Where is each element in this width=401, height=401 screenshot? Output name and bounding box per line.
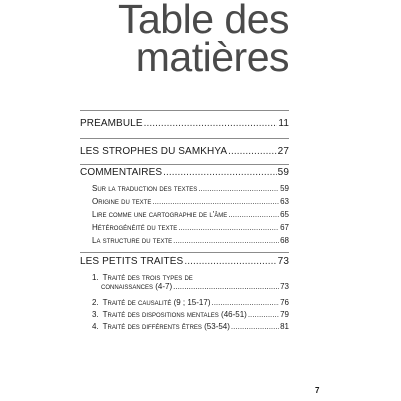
toc-entry-label: LES STROPHES DU SAMKHYA (80, 146, 228, 157)
toc-entry-line1 (92, 273, 289, 282)
toc-subentry[interactable] (92, 298, 289, 307)
toc-entry-page: 67 (280, 223, 289, 232)
leader-dots (178, 223, 279, 232)
toc-entry-label: Traité des dispositions mentales (46-51) (102, 310, 247, 319)
toc-entry-page: 59 (277, 167, 289, 178)
leader-dots (248, 310, 279, 319)
toc-entry-line2 (92, 282, 289, 291)
toc-entry-label: COMMENTAIRES (80, 167, 163, 178)
toc-entry-page: 59 (280, 184, 289, 193)
section-rule (80, 252, 289, 253)
leader-dots (152, 197, 279, 206)
toc-entry-page: 76 (280, 298, 289, 307)
toc-entry-label: PRÉAMBULE (80, 118, 143, 129)
toc-entry-label: LES PETITS TRAITÉS (80, 256, 184, 267)
toc-entry-strophes[interactable] (80, 146, 289, 157)
title-line-2: matières (135, 34, 289, 80)
toc-entry-label: connaissances (4-7) (101, 282, 173, 291)
toc-entry-preambule[interactable] (80, 118, 289, 129)
toc-entry-page: 73 (277, 256, 289, 267)
section-rule (80, 138, 289, 139)
leader-dots (163, 167, 277, 178)
toc-entry-label: Origine du texte (92, 197, 152, 206)
page-title (117, 0, 289, 80)
toc-entry-label: Hétérogénéité du texte (92, 223, 178, 232)
toc-subentry[interactable] (92, 184, 289, 193)
toc-entry-label: Traité des trois types de (102, 273, 193, 282)
toc-subentry[interactable] (92, 197, 289, 206)
toc-entry-label: Traité des différents êtres (53-54) (102, 322, 230, 331)
section-rule (80, 164, 289, 165)
title-line-1: Table des (117, 0, 289, 42)
toc-entry-page: 27 (277, 146, 289, 157)
toc-entry-index: 1. (92, 273, 99, 282)
toc-entry-index: 4. (92, 322, 99, 331)
toc-entry-page: 79 (280, 310, 289, 319)
leader-dots (173, 236, 279, 245)
leader-dots (211, 298, 279, 307)
toc-entry-index: 3. (92, 310, 99, 319)
toc-entry-page: 73 (280, 282, 289, 291)
toc-subentry[interactable] (92, 210, 289, 219)
leader-dots (173, 282, 279, 291)
leader-dots (198, 184, 279, 193)
toc-subentry[interactable] (92, 322, 289, 331)
toc-entry-page: 68 (280, 236, 289, 245)
toc-subentry[interactable] (92, 310, 289, 319)
toc-entry-commentaires[interactable] (80, 167, 289, 178)
toc-entry-page: 63 (280, 197, 289, 206)
toc-entry-page: 81 (280, 322, 289, 331)
leader-dots (184, 256, 276, 267)
leader-dots (231, 322, 279, 331)
toc-subentry[interactable] (92, 236, 289, 245)
toc-entry-label: La structure du texte (92, 236, 173, 245)
page-number: 7 (315, 386, 320, 395)
leader-dots (144, 118, 278, 129)
section-rule (80, 110, 289, 111)
toc-subentry[interactable] (92, 223, 289, 232)
leader-dots (228, 146, 277, 157)
toc-entry-page: 65 (280, 210, 289, 219)
toc-entry-label: Sur la traduction des textes (92, 184, 198, 193)
toc-entry-page: 11 (278, 118, 289, 129)
toc-entry-index: 2. (92, 298, 99, 307)
toc-entry-label: Traité de causalité (9 ; 15-17) (102, 298, 211, 307)
toc-subentry[interactable] (92, 273, 289, 291)
toc-entry-petits-traites[interactable] (80, 256, 289, 267)
toc-entry-label: Lire comme une cartographie de l'âme (92, 210, 228, 219)
leader-dots (228, 210, 279, 219)
